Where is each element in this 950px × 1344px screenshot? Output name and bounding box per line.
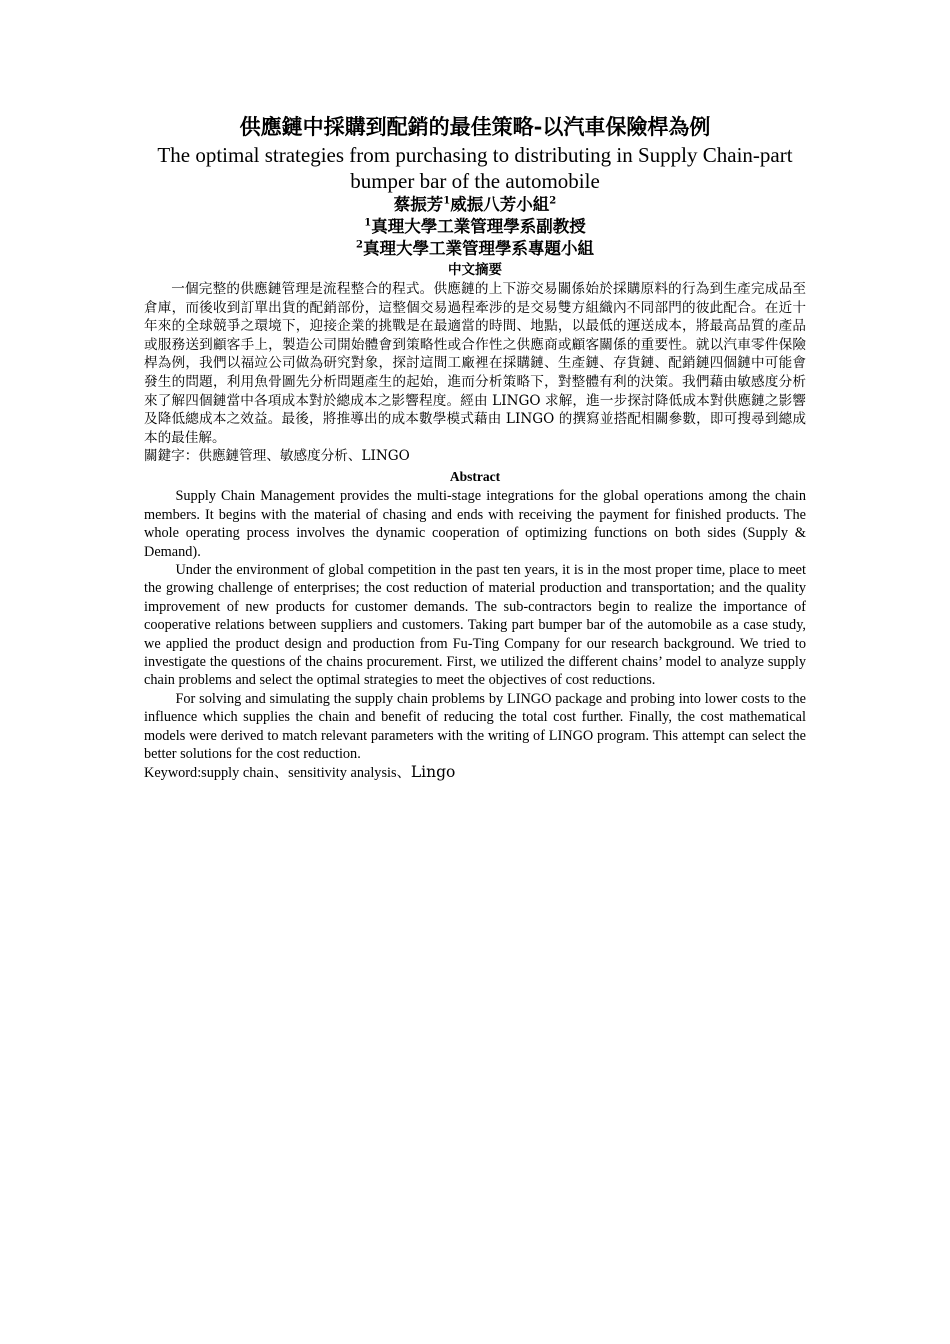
title-english: The optimal strategies from purchasing to distributing in Supply Chain-part bumper bar of the automobile	[157, 143, 793, 193]
english-keywords-tail: Lingo	[410, 763, 456, 782]
affiliation-1-text: 真理大學工業管理學系副教授	[371, 217, 586, 236]
english-keywords	[144, 763, 806, 783]
english-abstract-heading: Abstract	[449, 469, 501, 485]
affiliation-1-mark: 1	[364, 217, 372, 229]
paper-page	[144, 112, 806, 783]
author-2: 威振八芳小組	[450, 195, 550, 214]
chinese-abstract-heading: 中文摘要	[448, 262, 502, 278]
english-abstract-paragraph-1: Supply Chain Management provides the multi-stage integrations for the global operations among the chain members. It begins with the material of chasing and ends with receiving the payment for finished products. The whole operating process involves the dynamic cooperation of optimizing functions on both sides (Supply & Demand).	[144, 488, 806, 560]
author-1: 蔡振芳	[393, 195, 444, 214]
chinese-abstract-paragraph: 一個完整的供應鏈管理是流程整合的程式。供應鏈的上下游交易關係始於採購原料的行為到生產完成品至倉庫，而後收到訂單出貨的配銷部份，這整個交易過程牽涉的是交易雙方組織內不同部門的彼此配合。在近十年來的全球競爭之環境下，迎接企業的挑戰是在最適當的時間、地點，以最低的運送成本，將最高品質的產品或服務送到顧客手上，製造公司開始體會到策略性或合作性之供應商或顧客關係的重要性。就以汽車零件保險桿為例，我們以福竝公司做為研究對象，探討這間工廠裡在採購鏈、生產鏈、存貨鏈、配銷鏈四個鏈中可能會發生的問題，利用魚骨圖先分析問題產生的起始，進而分析策略下，對整體有利的決策。我們藉由敏感度分析來了解四個鏈當中各項成本對於總成本之影響程度。經由 LINGO 求解，進一步探討降低成本對供應鏈之影響及降低總成本之效益。最後，將推導出的成本數學模式藉由 LINGO 的撰寫並搭配相關參數，即可搜尋到總成本的最佳解。	[144, 281, 806, 446]
affiliation-2	[144, 238, 806, 260]
affiliation-2-mark: 2	[356, 239, 363, 251]
chinese-keywords: 關鍵字：供應鏈管理、敏感度分析、LINGO	[144, 448, 410, 465]
english-keywords-lead: Keyword:supply chain、sensitivity analysis、	[144, 765, 411, 782]
author-2-affiliation-mark: 2	[549, 195, 557, 207]
author-1-affiliation-mark: 1	[443, 195, 451, 207]
author-line	[144, 194, 806, 216]
affiliation-2-text: 真理大學工業管理學系專題小組	[362, 239, 594, 258]
affiliation-1	[144, 216, 806, 238]
english-abstract-paragraph-2: Under the environment of global competition in the past ten years, it is in the most proper time, place to meet the growing challenge of enterprises; the cost reduction of material production and transportation; and the quality improvement of new products for customer demands. The sub-contractors begin to realize the importance of cooperative relations between suppliers and customers. Taking part bumper bar of the automobile as a case study, we applied the product design and production from Fu-Ting Company for our research background. We tried to investigate the questions of the chains procurement. First, we utilized the different chains’ model to analyze supply chain problems and select the optimal strategies to meet the objectives of cost reductions.	[144, 561, 806, 689]
title-chinese: 供應鏈中採購到配銷的最佳策略-以汽車保險桿為例	[239, 114, 711, 139]
english-abstract-paragraph-3: For solving and simulating the supply chain problems by LINGO package and probing into lower costs to the influence which supplies the chain and benefit of reducing the total cost further. Finally, the cost mathematical models were derived to match relevant parameters with the writing of LINGO program. This attempt can select the better solutions for the cost reduction.	[144, 690, 806, 763]
